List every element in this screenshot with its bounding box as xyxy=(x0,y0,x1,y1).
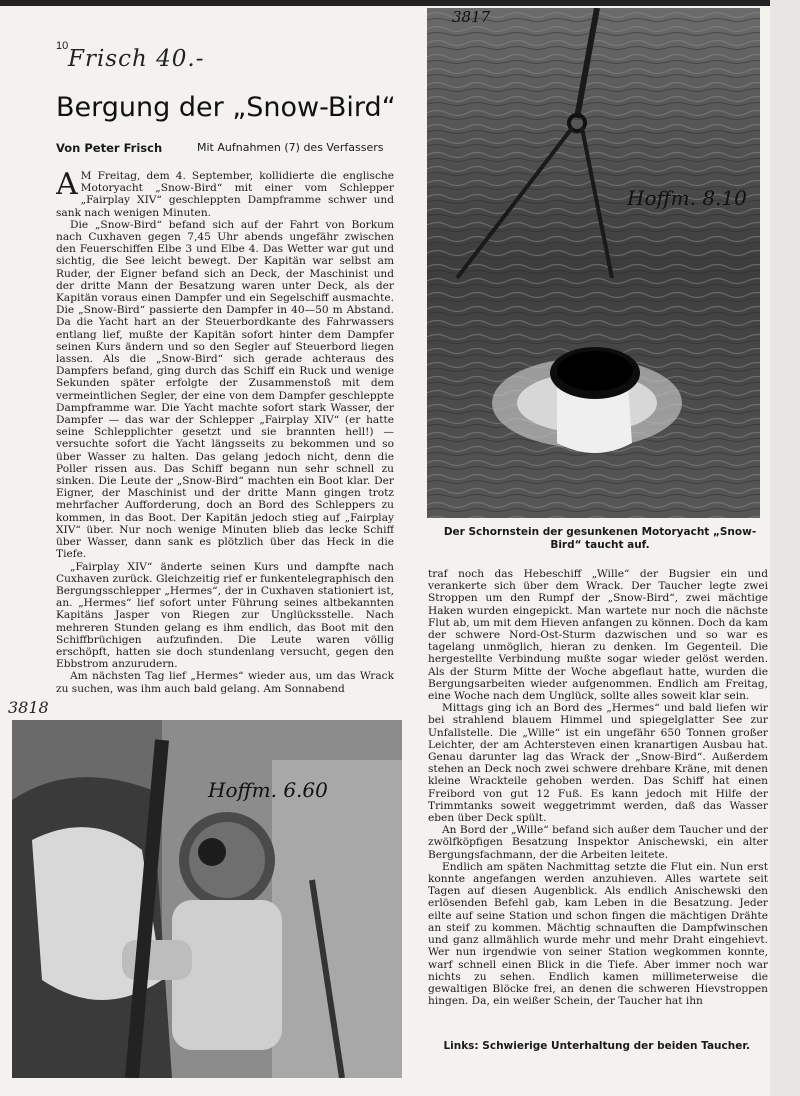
article-paragraph: An Bord der „Wille“ befand sich außer dem Taucher und der zwölfköpfigen Besatzung Inspektor Anischewski, ein alter Bergungsfachmann, der die Arbeiten leitete. xyxy=(428,824,768,861)
article-column-right xyxy=(428,568,768,1036)
page-number: 10 xyxy=(56,40,69,52)
photo-number-right: 3817 xyxy=(452,8,491,26)
caption-divers: Links: Schwierige Unterhaltung der beiden Taucher. xyxy=(443,1040,750,1052)
page-gutter xyxy=(770,0,800,1096)
article-paragraph: Am nächsten Tag lief „Hermes“ wieder aus, um das Wrack zu suchen, was ihm auch bald gelang. Am Sonnabend xyxy=(56,670,394,695)
funnel-photo-graphic xyxy=(427,8,760,518)
article-paragraph: Die „Snow-Bird“ befand sich auf der Fahrt von Borkum nach Cuxhaven gegen 7,45 Uhr abends ungefähr zwischen den Feuerschiffen Elbe 3 und Elbe 4. Das Wetter war gut und sichtig, die See leicht bewegt. Der Kapitän war selbst am Ruder, der Eigner befand sich an Deck, der Maschinist und der dritte Mann der Besatzung waren unter Deck, als der Kapitän voraus einen Dampfer und ein Segelschiff ausmachte. Die „Snow-Bird“ passierte den Dampfer in 40—50 m Abstand. Da die Yacht hart an der Steuerbordkante des Fahrwassers entlang lief, mußte der Kapitän sofort hinter dem Dampfer seinen Kurs ändern und so den Segler auf Steuerbord liegen lassen. Als die „Snow-Bird“ sich gerade achteraus des Dampfers befand, ging durch das Schiff ein Ruck und wenige Sekunden später erfolgte der Zusammenstoß mit dem vermeintlichen Segler, der eine von dem Dampfer geschleppte Dampframme war. Die Yacht machte sofort stark Wasser, der Dampfer — das war der Schlepper „Fairplay XIV“ (er hatte seine Schlepplichter gesetzt und sie brannten hell!) — versuchte sofort die Yacht längsseits zu bekommen und so über Wasser zu halten. Das gelang jedoch nicht, denn die Poller rissen aus. Das Schiff begann nun sehr schnell zu sinken. Die Leute der „Snow-Bird“ machten ein Boot klar. Der Eigner, der Maschinist und der dritte Mann gingen trotz mehrfacher Aufforderung, doch an Bord des Schleppers zu kommen, in das Boot. Der Kapitän jedoch stieg auf „Fairplay XIV“ über. Nur noch wenige Minuten blieb das lecke Schiff über Wasser, dann sank es plötzlich über das Heck in die Tiefe. xyxy=(56,218,394,561)
photo-funnel-surfacing xyxy=(427,8,760,518)
article-column-left xyxy=(56,170,394,708)
article-paragraph: A M Freitag, dem 4. September, kollidierte die englische Motoryacht „Snow-Bird“ mit einer vom Schlepper „Fairplay XIV“ geschleppten Dampframme schwer und sank nach wenigen Minuten. xyxy=(56,170,394,219)
divers-photo-graphic xyxy=(12,720,402,1078)
article-author: Von Peter Frisch xyxy=(56,141,163,155)
article-paragraph: traf noch das Hebeschiff „Wille“ der Bugsier ein und verankerte sich über dem Wrack. Der Taucher legte zwei Stroppen um den Rumpf der „Snow-Bird“, zwei mächtige Haken wurden eingepickt. Man wartete nur noch die nächste Flut ab, um mit dem Hieven anfangen zu können. Doch da kam der schwere Nord-Ost-Sturm dazwischen und so war es tagelang unmöglich, hieran zu denken. Im Gegenteil. Die hergestellte Verbindung mußte sogar wieder gelöst werden. Als der Sturm Mitte der Woche abgeflaut hatte, wurden die Bergungsarbeiten wieder aufgenommen. Endlich am Freitag, eine Woche nach dem Unglück, sollte alles soweit klar sein. xyxy=(428,568,768,703)
photo-number-left: 3818 xyxy=(8,698,49,717)
article-title: Bergung der „Snow-Bird“ xyxy=(56,92,396,123)
article-paragraph: „Fairplay XIV“ änderte seinen Kurs und dampfte nach Cuxhaven zurück. Gleichzeitig rief er funkentelegraphisch den Bergungsschlepper „Hermes“, der in Cuxhaven stationiert ist, an. „Hermes“ lief sofort unter Führung seines altbekannten Kapitäns Jasper von Riegen zur Unglücksstelle. Nach mehreren Stunden gelang es ihm endlich, das Boot mit den Schiffbrüchigen aufzufinden. Die Leute waren völlig erschöpft, hatten sie doch stundenlang versucht, gegen den Ebbstrom anzurudern. xyxy=(56,560,394,671)
photo-credit: Mit Aufnahmen (7) des Verfassers xyxy=(197,141,384,154)
caption-funnel: Der Schornstein der gesunkenen Motoryacht „Snow-Bird“ taucht auf. xyxy=(443,526,757,551)
article-paragraph: Endlich am späten Nachmittag setzte die Flut ein. Nun erst konnte angefangen werden anzuhieven. Alles wartete seit Tagen auf diesen Augenblick. Als endlich Anischewski den erlösenden Befehl gab, kam Leben in die Besatzung. Jeder eilte auf seine Station und schon fingen die mächtigen Drähte an steif zu kommen. Mächtig schnauften die Dampfwinschen und ganz allmählich wurde mehr und mehr Draht eingehievt. Wer nun irgendwie von seiner Station wegkommen konnte, warf schnell einen Blick in die Tiefe. Aber immer noch war nichts zu sehen. Endlich kamen millimeterweise die gewaltigen Blöcke frei, an denen die schweren Hievstroppen hingen. Da, ein weißer Schein, der Taucher hat ihn xyxy=(428,860,768,1008)
scan-top-edge xyxy=(0,0,800,6)
photo-divers xyxy=(12,720,402,1078)
photo-signature-left: Hoffm. 6.60 xyxy=(208,778,328,802)
handwritten-note: Frisch 40.- xyxy=(68,46,205,72)
article-paragraph: Mittags ging ich an Bord des „Hermes“ und bald liefen wir bei strahlend blauem Himmel und spiegelglatter See zur Unfallstelle. Die „Wille“ ist ein ungefähr 650 Tonnen großer Leichter, der am Achtersteven einen kranartigen Ausbau hat. Genau darunter lag das Wrack der „Snow-Bird“. Außerdem stehen an Deck noch zwei schwere drehbare Kräne, mit denen kleine Wrackteile gehoben werden. Das Schiff hat einen Freibord von gut 12 Fuß. Es kann jedoch mit Hilfe der Trimmtanks soweit weggetrimmt werden, daß das Wasser eben über Deck spült. xyxy=(428,702,768,825)
drop-cap: A xyxy=(56,170,78,202)
photo-signature-right: Hoffm. 8.10 xyxy=(627,186,747,210)
